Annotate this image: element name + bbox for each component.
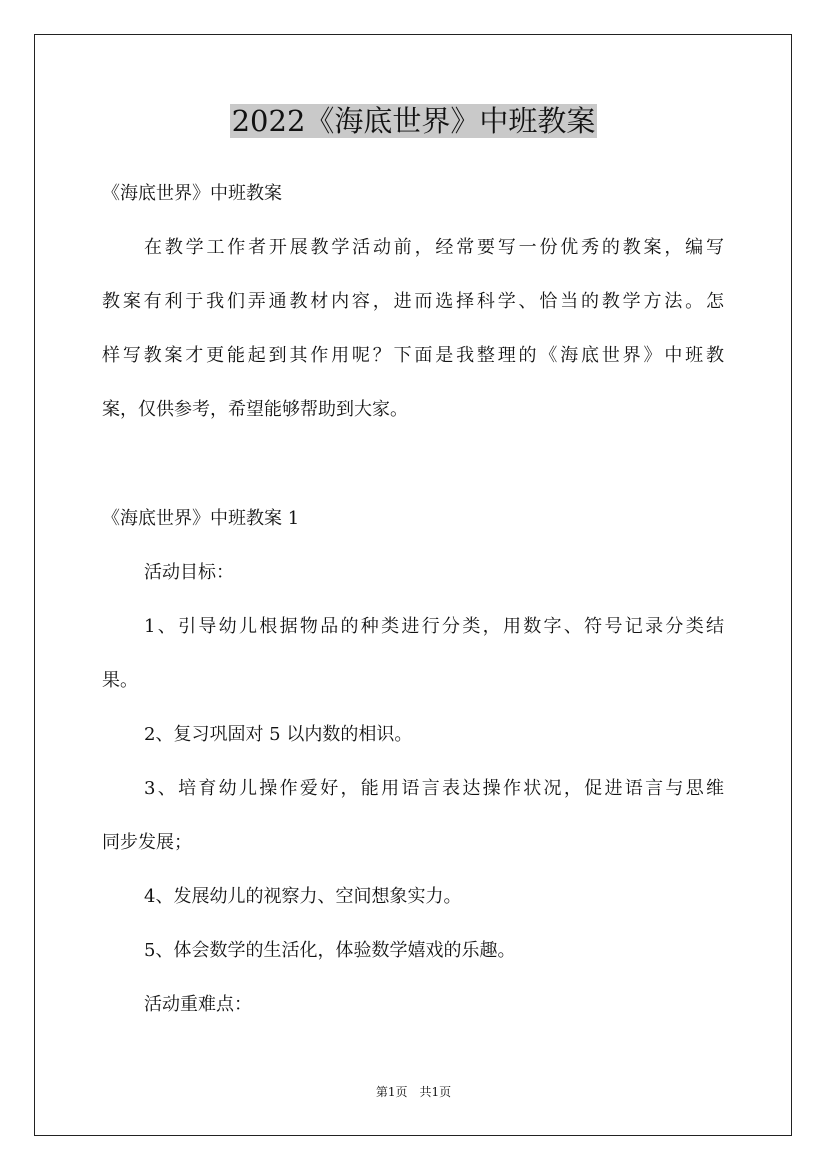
key-points-label: 活动重难点： (144, 994, 252, 1015)
document-subtitle: 《海底世界》中班教案 (102, 183, 282, 204)
goal-1-line-1: 1、引导幼儿根据物品的种类进行分类，用数字、符号记录分类结 (144, 616, 724, 637)
goal-4: 4、发展幼儿的视察力、空间想象实力。 (144, 886, 462, 907)
section-heading: 《海底世界》中班教案 1 (102, 508, 300, 529)
intro-line-3: 样写教案才更能起到其作用呢？下面是我整理的《海底世界》中班教 (102, 345, 724, 366)
document-title (0, 100, 827, 142)
goals-label: 活动目标： (144, 562, 234, 583)
intro-line-1: 在教学工作者开展教学活动前，经常要写一份优秀的教案，编写 (144, 237, 724, 258)
goal-1-line-2: 果。 (102, 670, 138, 691)
goal-5: 5、体会数学的生活化，体验数学嬉戏的乐趣。 (144, 940, 516, 961)
intro-line-4: 案，仅供参考，希望能够帮助到大家。 (102, 399, 408, 420)
goal-3-line-2: 同步发展； (102, 832, 192, 853)
document-title-text: 2022《海底世界》中班教案 (231, 104, 596, 138)
intro-line-2: 教案有利于我们弄通教材内容，进而选择科学、恰当的教学方法。怎 (102, 291, 724, 312)
page-footer: 第1页 共1页 (375, 1085, 452, 1099)
goal-3-line-1: 3、培育幼儿操作爱好，能用语言表达操作状况，促进语言与思维 (144, 778, 724, 799)
goal-2: 2、复习巩固对 5 以内数的相识。 (144, 724, 413, 745)
